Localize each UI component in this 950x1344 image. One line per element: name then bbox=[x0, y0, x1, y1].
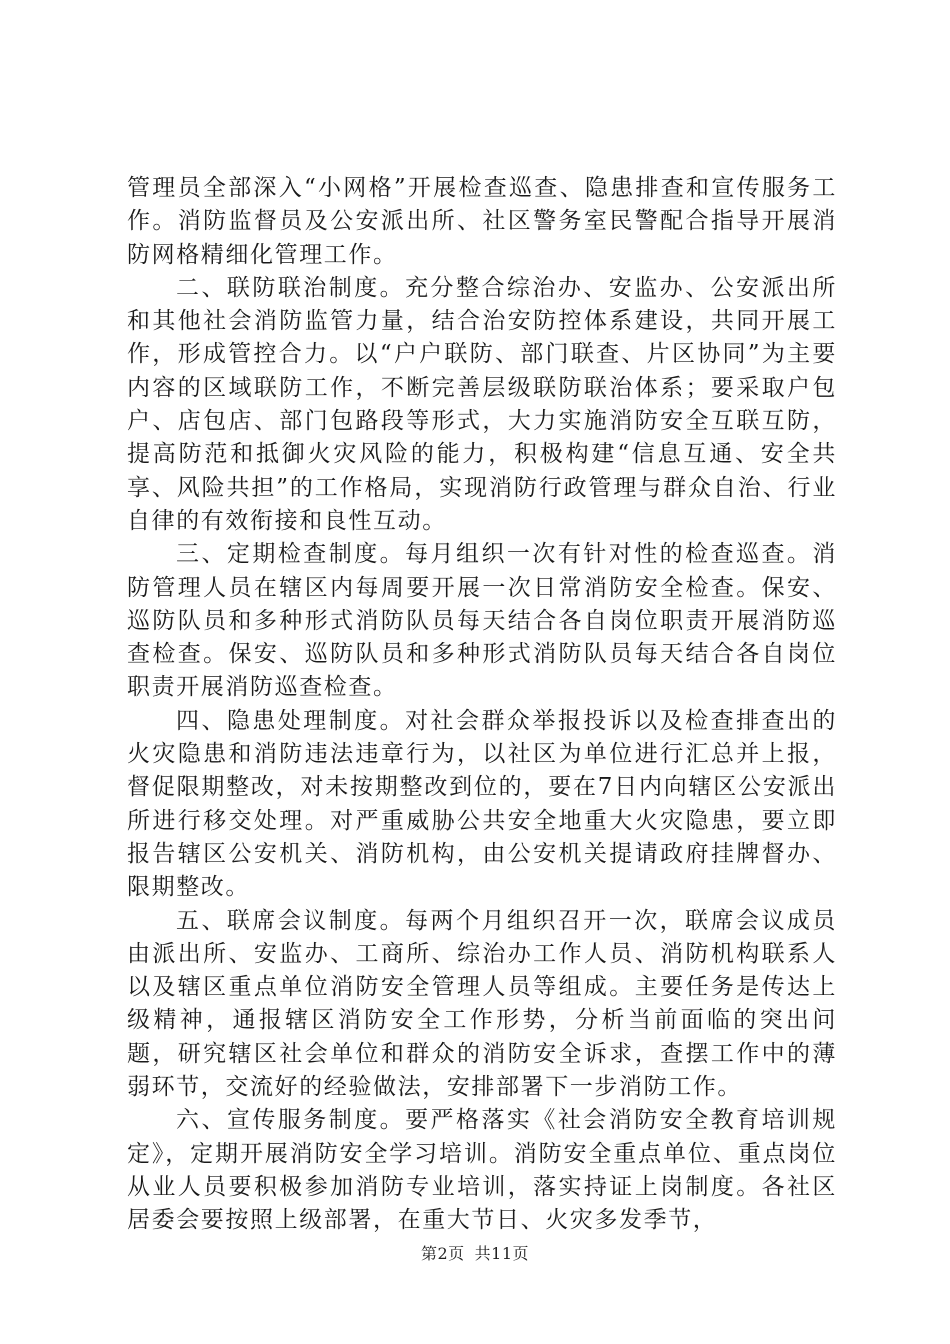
body-paragraph-continued: 管理员全部深入“小网格”开展检查巡查、隐患排查和宣传服务工作。消防监督员及公安派出所、社区警务室民警配合指导开展消防网格精细化管理工作。 bbox=[127, 175, 837, 268]
page-footer bbox=[0, 1241, 950, 1264]
section-joint-prevention: 二、联防联治制度。充分整合综治办、安监办、公安派出所和其他社会消防监管力量，结合治安防控体系建设，共同开展工作，形成管控合力。以“户户联防、部门联查、片区协同”为主要内容的区域联防工作，不断完善层级联防联治体系；要采取户包户、店包店、部门包路段等形式，大力实施消防安全互联互防，提高防范和抵御火灾风险的能力，积极构建“信息互通、安全共享、风险共担”的工作格局，实现消防行政管理与群众自治、行业自律的有效衔接和良性互动。 bbox=[127, 274, 837, 534]
section-regular-inspection: 三、定期检查制度。每月组织一次有针对性的检查巡查。消防管理人员在辖区内每周要开展一次日常消防安全检查。保安、巡防队员和多种形式消防队员每天结合各自岗位职责开展消防巡查检查。保安、巡防队员和多种形式消防队员每天结合各自岗位职责开展消防巡查检查。 bbox=[127, 541, 837, 701]
section-publicity-service: 六、宣传服务制度。要严格落实《社会消防安全教育培训规定》，定期开展消防安全学习培训。消防安全重点单位、重点岗位从业人员要积极参加消防专业培训，落实持证上岗制度。各社区居委会要按照上级部署，在重大节日、火灾多发季节， bbox=[127, 1107, 837, 1234]
section-joint-meeting: 五、联席会议制度。每两个月组织召开一次，联席会议成员由派出所、安监办、工商所、综治办工作人员、消防机构联系人以及辖区重点单位消防安全管理人员等组成。主要任务是传达上级精神，通报辖区消防安全工作形势，分析当前面临的突出问题，研究辖区社会单位和群众的消防安全诉求，查摆工作中的薄弱环节，交流好的经验做法，安排部署下一步消防工作。 bbox=[127, 907, 837, 1101]
total-pages: 共11页 bbox=[474, 1244, 530, 1263]
document-body bbox=[127, 172, 837, 1238]
section-hazard-handling: 四、隐患处理制度。对社会群众举报投诉以及检查排查出的火灾隐患和消防违法违章行为，以社区为单位进行汇总并上报，督促限期整改，对未按期整改到位的，要在7日内向辖区公安派出所进行移交处理。对严重威胁公共安全地重大火灾隐患，要立即报告辖区公安机关、消防机构，由公安机关提请政府挂牌督办、限期整改。 bbox=[127, 707, 837, 901]
page-number: 第2页 bbox=[420, 1244, 465, 1263]
